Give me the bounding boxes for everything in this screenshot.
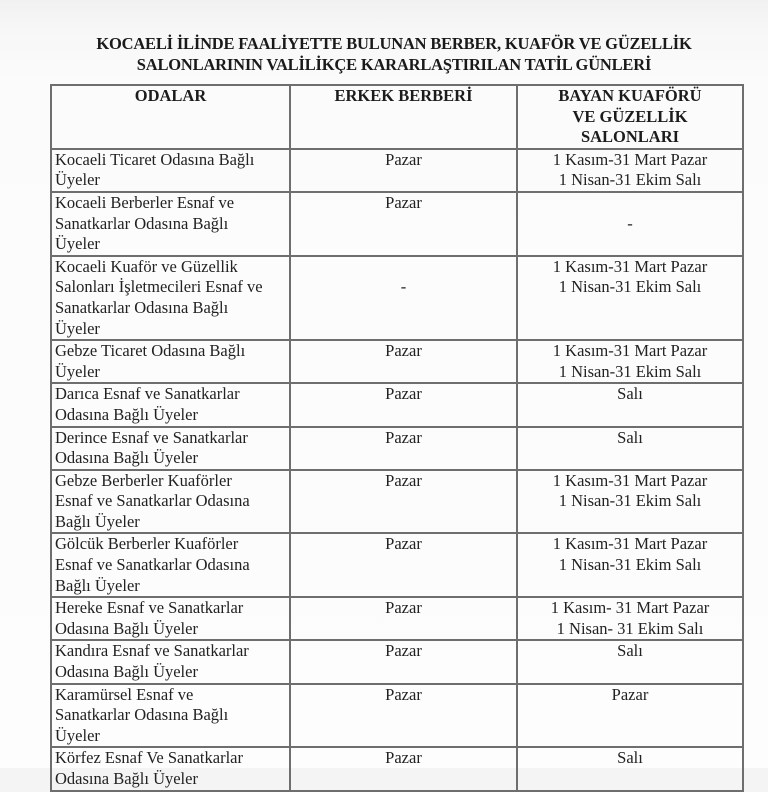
cell-erkek-berberi — [290, 340, 517, 383]
cell-bayan-kuaforu — [517, 256, 743, 340]
cell-erkek-berberi — [290, 470, 517, 534]
cell-line: Pazar — [385, 470, 422, 490]
cell-line: Karamürsel Esnaf ve — [55, 684, 194, 704]
document-title — [40, 33, 748, 75]
cell-line: 1 Kasım-31 Mart Pazar — [552, 534, 708, 554]
table-row — [51, 470, 743, 534]
cell-line: Derince Esnaf ve Sanatkarlar — [55, 427, 248, 447]
holiday-table — [50, 84, 744, 792]
cell-bayan-kuaforu — [517, 427, 743, 470]
cell-line: Üyeler — [55, 318, 100, 338]
cell-line: Pazar — [385, 598, 422, 618]
cell-oda — [51, 192, 290, 256]
cell-line: 1 Nisan-31 Ekim Salı — [558, 491, 702, 511]
cell-line: Pazar — [385, 684, 422, 704]
cell-line: - — [400, 277, 407, 297]
cell-bayan-kuaforu — [517, 470, 743, 534]
cell-line: Darıca Esnaf ve Sanatkarlar — [55, 384, 240, 404]
cell-line: Pazar — [385, 149, 422, 169]
cell-oda — [51, 340, 290, 383]
cell-line: Odasına Bağlı Üyeler — [55, 404, 198, 424]
cell-oda — [51, 640, 290, 683]
cell-line: Pazar — [385, 341, 422, 361]
cell-line — [295, 257, 512, 278]
cell-bayan-kuaforu — [517, 533, 743, 597]
header-odalar: ODALAR — [51, 85, 290, 149]
cell-erkek-berberi — [290, 383, 517, 426]
cell-erkek-berberi — [290, 192, 517, 256]
table-row — [51, 427, 743, 470]
table-body — [51, 149, 743, 791]
cell-line: Hereke Esnaf ve Sanatkarlar — [55, 598, 244, 618]
title-line-2: SALONLARININ VALİLİKÇE KARARLAŞTIRILAN TATİL GÜNLERİ — [136, 55, 652, 74]
cell-bayan-kuaforu — [517, 383, 743, 426]
cell-line: 1 Kasım-31 Mart Pazar — [552, 149, 708, 169]
cell-line: 1 Kasım-31 Mart Pazar — [552, 470, 708, 490]
cell-line: Üyeler — [55, 234, 100, 254]
table-row — [51, 256, 743, 340]
cell-line: Esnaf ve Sanatkarlar Odasına — [55, 491, 250, 511]
table-row — [51, 340, 743, 383]
cell-erkek-berberi — [290, 684, 517, 748]
cell-erkek-berberi — [290, 149, 517, 192]
cell-line: 1 Nisan- 31 Ekim Salı — [556, 618, 704, 638]
cell-line: Esnaf ve Sanatkarlar Odasına — [55, 555, 250, 575]
cell-erkek-berberi — [290, 256, 517, 340]
cell-line: 1 Kasım-31 Mart Pazar — [552, 341, 708, 361]
header-erkek-berberi: ERKEK BERBERİ — [290, 85, 517, 149]
table-row — [51, 597, 743, 640]
cell-line: Gölcük Berberler Kuaförler — [55, 534, 239, 554]
cell-erkek-berberi — [290, 747, 517, 790]
cell-line: Gebze Ticaret Odasına Bağlı — [55, 341, 246, 361]
cell-line: Körfez Esnaf Ve Sanatkarlar — [55, 748, 243, 768]
table-row — [51, 640, 743, 683]
cell-line: Üyeler — [55, 725, 100, 745]
title-line-1: KOCAELİ İLİNDE FAALİYETTE BULUNAN BERBER, KUAFÖR VE GÜZELLİK — [96, 34, 692, 53]
cell-line: Pazar — [385, 427, 422, 447]
cell-line: 1 Nisan-31 Ekim Salı — [558, 277, 702, 297]
cell-bayan-kuaforu — [517, 747, 743, 790]
cell-bayan-kuaforu — [517, 597, 743, 640]
cell-line: 1 Kasım-31 Mart Pazar — [552, 256, 708, 276]
cell-oda — [51, 256, 290, 340]
cell-oda — [51, 383, 290, 426]
cell-line: Salı — [617, 384, 643, 404]
cell-oda — [51, 684, 290, 748]
cell-line: Bağlı Üyeler — [55, 575, 140, 595]
cell-line: Bağlı Üyeler — [55, 511, 140, 531]
cell-bayan-kuaforu — [517, 149, 743, 192]
table-row — [51, 747, 743, 790]
cell-line: Salı — [617, 748, 643, 768]
cell-line: Pazar — [385, 534, 422, 554]
cell-line: Pazar — [385, 641, 422, 661]
cell-line: Kocaeli Berberler Esnaf ve — [55, 192, 235, 212]
table-row — [51, 192, 743, 256]
cell-line: 1 Nisan-31 Ekim Salı — [558, 555, 702, 575]
cell-erkek-berberi — [290, 427, 517, 470]
cell-bayan-kuaforu — [517, 340, 743, 383]
cell-bayan-kuaforu — [517, 192, 743, 256]
cell-line: Pazar — [385, 384, 422, 404]
table-row — [51, 149, 743, 192]
cell-line: Odasına Bağlı Üyeler — [55, 618, 198, 638]
cell-line — [522, 193, 738, 214]
cell-line: Salı — [617, 641, 643, 661]
cell-oda — [51, 533, 290, 597]
table-row — [51, 684, 743, 748]
cell-line: Üyeler — [55, 361, 100, 381]
cell-line: Pazar — [385, 748, 422, 768]
cell-oda — [51, 747, 290, 790]
cell-line: Kocaeli Ticaret Odasına Bağlı — [55, 149, 255, 169]
header-bayan-kuaforu: BAYAN KUAFÖRÜ VE GÜZELLİK SALONLARI — [517, 85, 743, 149]
cell-line: 1 Kasım- 31 Mart Pazar — [550, 598, 710, 618]
cell-line: Sanatkarlar Odasına Bağlı — [55, 705, 229, 725]
cell-line: Salonları İşletmecileri Esnaf ve — [55, 277, 263, 297]
cell-oda — [51, 597, 290, 640]
cell-line: Gebze Berberler Kuaförler — [55, 470, 232, 490]
cell-bayan-kuaforu — [517, 684, 743, 748]
cell-line: Sanatkarlar Odasına Bağlı — [55, 297, 229, 317]
cell-line: Pazar — [385, 192, 422, 212]
table-row — [51, 383, 743, 426]
cell-line: Sanatkarlar Odasına Bağlı — [55, 213, 229, 233]
cell-erkek-berberi — [290, 640, 517, 683]
cell-oda — [51, 149, 290, 192]
cell-line: Odasına Bağlı Üyeler — [55, 448, 198, 468]
cell-oda — [51, 427, 290, 470]
cell-line: 1 Nisan-31 Ekim Salı — [558, 361, 702, 381]
cell-line: Üyeler — [55, 170, 100, 190]
cell-line: 1 Nisan-31 Ekim Salı — [558, 170, 702, 190]
cell-line: Odasına Bağlı Üyeler — [55, 769, 198, 788]
cell-erkek-berberi — [290, 533, 517, 597]
table-row — [51, 533, 743, 597]
cell-line: Kandıra Esnaf ve Sanatkarlar — [55, 641, 249, 661]
cell-line: - — [627, 213, 633, 233]
cell-line: Salı — [617, 427, 643, 447]
cell-erkek-berberi — [290, 597, 517, 640]
cell-line: Odasına Bağlı Üyeler — [55, 662, 198, 682]
cell-line: Kocaeli Kuaför ve Güzellik — [55, 256, 238, 276]
cell-bayan-kuaforu — [517, 640, 743, 683]
cell-line: Pazar — [611, 684, 649, 704]
table-header-row — [51, 85, 743, 149]
cell-oda — [51, 470, 290, 534]
